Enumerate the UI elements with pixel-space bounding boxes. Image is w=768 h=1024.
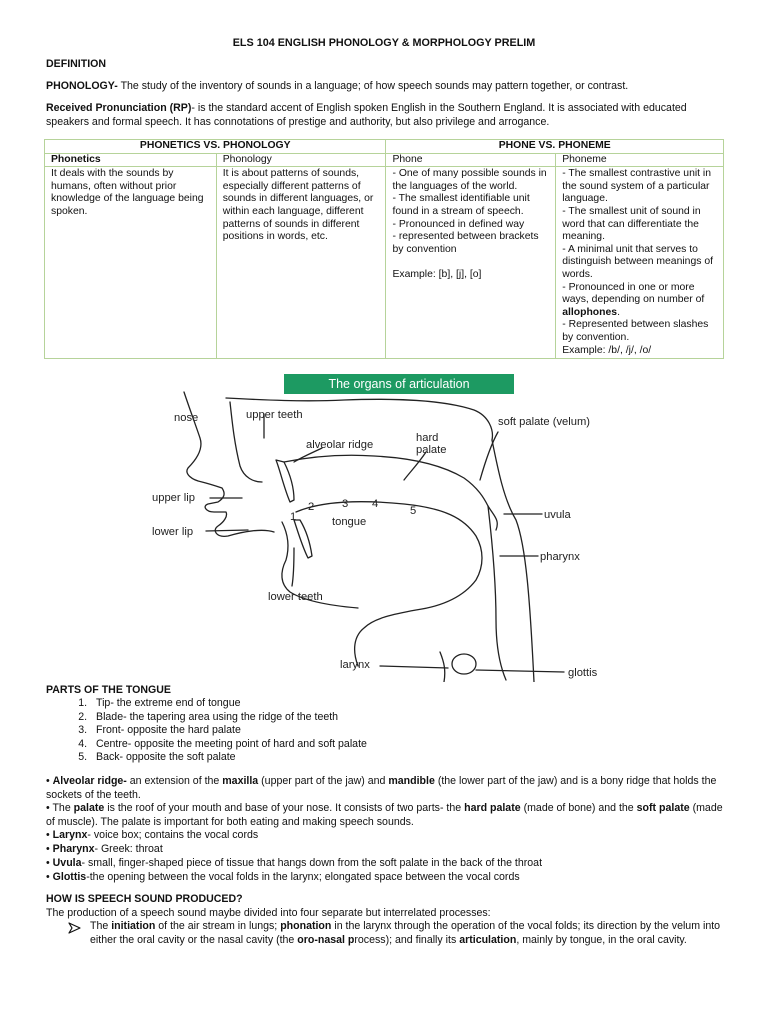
label-uvula: uvula: [544, 509, 571, 521]
phone-cell: [386, 167, 556, 359]
label-soft-palate: soft palate (velum): [498, 416, 591, 428]
label-alveolar-ridge: alveolar ridge: [306, 439, 374, 451]
table-group-header-row: [45, 140, 724, 154]
back-of-head-line: [492, 440, 534, 682]
table-column-header-row: [45, 153, 724, 167]
text-seg: The: [90, 920, 112, 932]
label-hard-palate-1: hard: [416, 432, 439, 444]
phoneme-allophones: allophones.: [562, 306, 620, 318]
text-seg: -the opening between the vocal folds in the larynx; elongated space between the vocal cords: [86, 871, 520, 883]
lower-teeth-tooth: [294, 520, 312, 558]
leader-lower-teeth: [292, 548, 294, 586]
text-seg: of the air stream in lungs;: [155, 920, 281, 932]
bullet-palate: [46, 802, 724, 829]
phone-line: - Pronounced in defined way: [392, 218, 525, 230]
allophones-term: allophones: [562, 306, 618, 318]
term-articulation: articulation: [459, 933, 517, 946]
tongue-parts-list: [46, 697, 367, 765]
label-pharynx: pharynx: [540, 551, 580, 563]
leader-larynx: [380, 666, 448, 668]
leader-lower-lip: [206, 530, 248, 531]
phoneme-cell: [556, 167, 724, 359]
rp-term: Received Pronunciation (RP): [46, 102, 192, 114]
label-glottis: glottis: [568, 667, 598, 679]
phonology-text: The study of the inventory of sounds in a language; of how speech sounds may pattern together, or contrast.: [117, 80, 629, 92]
label-hard-palate-2: palate: [416, 444, 447, 456]
phoneme-line: - The smallest contrastive unit in the sound system of a particular language.: [562, 168, 712, 205]
text-seg: - voice box; contains the vocal cords: [87, 829, 259, 841]
text-seg: (upper part of the jaw) and: [258, 775, 389, 787]
term-uvula: Uvula: [52, 857, 82, 869]
glottis-shape: [452, 654, 476, 674]
phone-line: - The smallest identifiable unit found in a stream of speech.: [392, 193, 530, 217]
label-num-5: 5: [410, 505, 417, 517]
list-item: 4. Centre- opposite the meeting point of hard and soft palate: [90, 738, 367, 752]
col-phoneme: Phoneme: [556, 153, 724, 167]
phoneme-line: - Represented between slashes by convention.: [562, 319, 709, 343]
text-seg: in the larynx through the operation of the vocal folds; its direction by the velum into either the oral cavity or the nasal cavity (the: [90, 920, 721, 946]
bullet-larynx: • Larynx- voice box; contains the vocal cords: [46, 829, 259, 841]
phoneme-example: Example: /b/, /j/, /o/: [562, 344, 652, 356]
phonology-term: PHONOLOGY-: [46, 80, 118, 92]
definition-heading: DEFINITION: [46, 58, 107, 70]
phone-line: - One of many possible sounds in the languages of the world.: [392, 168, 547, 192]
larynx-line: [440, 652, 445, 682]
leader-glottis: [476, 670, 564, 672]
upper-teeth-tooth: [276, 460, 294, 502]
phone-line: - represented between brackets by convention: [392, 231, 539, 255]
group-phone-vs-phoneme: PHONE VS. PHONEME: [386, 140, 724, 154]
term-phonation: phonation: [280, 920, 332, 932]
leader-hard-palate: [404, 452, 426, 480]
comparison-table: [44, 139, 724, 359]
phoneme-line: - A minimal unit that serves to distinguish between meanings of words.: [562, 243, 713, 280]
term-soft-palate: soft palate: [636, 802, 690, 814]
text-seg: is the roof of your mouth and base of your nose. It consists of two parts- the: [104, 802, 465, 814]
phoneme-line: - The smallest unit of sound in word that can differentiate the meaning.: [562, 205, 701, 243]
label-larynx: larynx: [340, 659, 370, 671]
rp-text: - is the standard accent of English spoken English in the Southern England. It is associated with educated speakers and formal speech. It has connotations of prestige and authority, but also privilege and arrogance.: [46, 102, 687, 128]
term-mandible: mandible: [388, 775, 435, 787]
pharynx-wall: [488, 506, 506, 680]
label-nose: nose: [174, 412, 199, 424]
phonology-definition: [46, 80, 724, 94]
speech-process: [90, 920, 724, 947]
label-upper-teeth: upper teeth: [246, 409, 303, 421]
label-num-1: 1: [290, 511, 297, 523]
group-phonetics-vs-phonology: PHONETICS VS. PHONOLOGY: [45, 140, 386, 154]
phonology-cell: It is about patterns of sounds, especially different patterns of sounds in different languages, or within each language, different patterns of sounds in different positions in words, etc.: [216, 167, 386, 359]
phone-example: Example: [b], [j], [o]: [392, 268, 482, 280]
text-seg: , mainly by tongue, in the oral cavity.: [516, 933, 687, 946]
col-phone: Phone: [386, 153, 556, 167]
text-seg: - small, finger-shaped piece of tissue that hangs down from the soft palate in the back of the throat: [81, 857, 543, 869]
label-num-2: 2: [308, 501, 315, 513]
text-seg: an extension of the: [126, 775, 223, 787]
phonetics-cell: It deals with the sounds by humans, often without prior knowledge of the language being spoken.: [45, 167, 217, 359]
text-seg: • The: [46, 802, 74, 814]
term-oro-nasal: oro-nasal p: [297, 933, 355, 946]
col-phonology: Phonology: [216, 153, 386, 167]
label-upper-lip: upper lip: [152, 492, 195, 504]
bullet-alveolar-ridge: • Alveolar ridge- an extension of the maxilla (upper part of the jaw) and mandible (the lower part of the jaw) and is a bony ridge that holds the sockets of the teeth.: [46, 775, 717, 801]
text-seg: (the lower part of the jaw) and is a bony ridge that holds the sockets of the teeth.: [46, 775, 717, 801]
bullet-pharynx: • Pharynx- Greek: throat: [46, 843, 163, 855]
text-seg: (made of bone) and the: [520, 802, 637, 814]
term-alveolar-ridge: Alveolar ridge-: [52, 775, 127, 787]
figure-banner: The organs of articulation: [284, 374, 514, 394]
list-item: 3. Front- opposite the hard palate: [90, 724, 367, 738]
label-tongue: tongue: [332, 516, 367, 528]
speech-intro: The production of a speech sound maybe divided into four separate but interrelated processes:: [46, 907, 491, 919]
tongue-heading: PARTS OF THE TONGUE: [46, 684, 171, 696]
palate-line: [284, 455, 497, 530]
bullet-glottis: • Glottis-the opening between the vocal folds in the larynx; elongated space between the vocal cords: [46, 871, 520, 883]
list-item: 5. Back- opposite the soft palate: [90, 751, 367, 765]
label-lower-teeth: lower teeth: [268, 591, 323, 603]
label-num-3: 3: [342, 498, 349, 510]
term-hard-palate: hard palate: [464, 802, 521, 814]
bullet-uvula: • Uvula- small, finger-shaped piece of tissue that hangs down from the soft palate in the back of the throat: [46, 857, 543, 869]
term-initiation: initiation: [111, 920, 156, 932]
articulation-diagram: [144, 370, 600, 682]
list-item: 1. Tip- the extreme end of tongue: [90, 697, 367, 711]
phoneme-line: - Pronounced in one or more ways, depending on number of: [562, 281, 705, 306]
term-maxilla: maxilla: [222, 775, 259, 787]
text-seg: (made of muscle). The palate is important for both eating and making speech sounds.: [46, 802, 723, 828]
term-pharynx: Pharynx: [52, 843, 95, 855]
table-row: [45, 167, 724, 359]
document-title: ELS 104 ENGLISH PHONOLOGY & MORPHOLOGY PRELIM: [232, 37, 536, 49]
list-item: 2. Blade- the tapering area using the ridge of the teeth: [90, 711, 367, 725]
rp-definition: [46, 102, 724, 129]
term-glottis: Glottis: [52, 871, 87, 883]
arrow-bullet-icon: [68, 922, 88, 936]
text-seg: rocess); and finally its: [354, 933, 460, 946]
speech-heading: HOW IS SPEECH SOUND PRODUCED?: [46, 893, 243, 905]
term-larynx: Larynx: [52, 829, 88, 841]
text-seg: - Greek: throat: [94, 843, 163, 855]
label-num-4: 4: [372, 498, 379, 510]
term-palate: palate: [73, 802, 105, 814]
label-lower-lip: lower lip: [152, 526, 194, 538]
col-phonetics: Phonetics: [45, 153, 217, 167]
tongue-outline: [296, 502, 482, 666]
